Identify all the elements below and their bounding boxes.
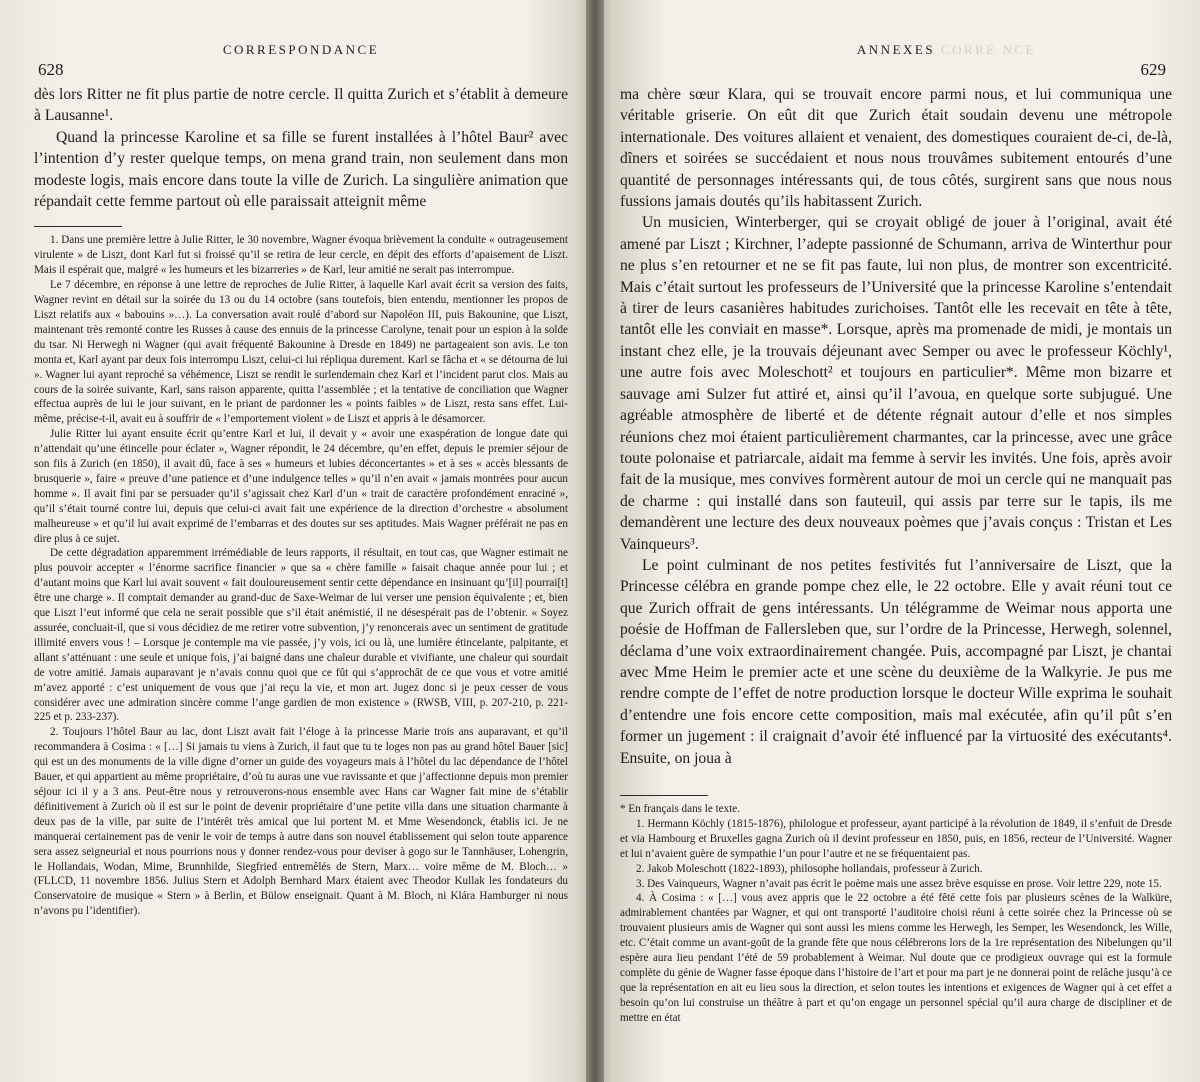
footnote: * En français dans le texte. xyxy=(620,803,741,815)
footnote: 1. Dans une première lettre à Julie Ritter, le 30 novembre, Wagner évoqua brièvement la conduite « outrageusement virulente » de Liszt, dont Karl fut si froissé qu’il se retira de leur cercle, en dépit des efforts d’apaisement de Liszt. Mais il espérait que, malgré « les humeurs et les bizarreries » de Karl, leur amitié ne serait pas interrompue. xyxy=(34,234,568,277)
running-head-title: CORRESPONDANCE xyxy=(222,42,380,57)
footnote: Julie Ritter lui ayant ensuite écrit qu’entre Karl et lui, il devait y « avoir une exaspération de longue date qui n’attendait qu’une étincelle pour éclater », Wagner répondit, le 24 décembre, qu’en effet, depuis le premier séjour de son fils à Zurich (en 1850), il avait dû, face à ses « humeurs et lubies déconcertantes » et à ses « accès blessants de brusquerie », faire « preuve d’une patience et d’une indulgence telles » qu’il n’en avait « jamais montrées pour aucun homme ». Il avait fini par se persuader qu’il s’agissait chez Karl d’un « trait de caractère profondément enraciné », qu’il s’était tourné contre lui, depuis que celui-ci avait fait une expérience de la direction d’orchestre « absolument malheureuse » et qu’il lui avait exprimé de l’embarras et des doutes sur ses aptitudes. Mais Wagner préférait ne pas en dire plus à ce sujet. xyxy=(34,428,568,545)
paragraph: dès lors Ritter ne fit plus partie de notre cercle. Il quitta Zurich et s’établit à demeure à Lausanne¹. xyxy=(34,86,568,125)
main-text xyxy=(34,84,568,212)
footnotes xyxy=(620,802,1172,1026)
paragraph: Quand la princesse Karoline et sa fille se furent installées à l’hôtel Baur² avec l’intention d’y rester quelque temps, on mena grand train, non seulement dans mon modeste logis, mais encore dans toute la ville de Zurich. La singulière animation que répandait cette femme partout où elle paraissait atteignit même xyxy=(34,128,568,211)
footnote: De cette dégradation apparemment irrémédiable de leurs rapports, il résultait, en tout cas, que Wagner estimait ne plus pouvoir accepter « l’énorme sacrifice financier » que sa « chère famille » faisait chaque année pour lui ; et d’autant moins que Karl lui avait souvent « fait douloureusement sentir cette dépendance en insinuant qu’[il] pourrai[t] être une charge ». Il comptait demander au grand-duc de Saxe-Weimar de lui verser une pension équivalente ; et, bien que Liszt l’eut informé que cela ne serait possible que s’il était anémistié, il ne désespérait pas de l’obtenir. « Soyez assurée, concluait-il, que si vous décidiez de me retirer votre subvention, j’y renoncerais avec un sentiment de gratitude illimité envers vous ! – Lorsque je contemple ma vie passée, j’y vois, ici ou là, une lumière étincelante, palpitante, et allant s’atténuant : une seule et unique fois, j’ai baigné dans une chaleur durable et vivifiante, une chaleur qui sourdait de votre amitié. Jamais auparavant je n’avais connu quoi que ce fût qui s’approchât de ce que vous et votre amitié m’avez apporté : c’est uniquement de vous que j’ai reçu la vie, et mon art. Jugez donc si je peux cesser de vous considérer avec une admiration sincère comme l’ange gardien de mon existence » (RWSB, VIII, p. 207-210, p. 221-225 et p. 233-237). xyxy=(34,547,568,724)
footnote-rule xyxy=(34,226,122,227)
footnote: 3. Des Vainqueurs, Wagner n’avait pas écrit le poème mais une assez brève esquisse en prose. Voir lettre 229, note 15. xyxy=(636,877,1162,890)
footnote: Le 7 décembre, en réponse à une lettre de reproches de Julie Ritter, à laquelle Karl avait écrit sa version des faits, Wagner revint en détail sur la soirée du 13 ou du 14 octobre (sans toutefois, bien entendu, mentionner les propos de Liszt relatifs aux « babouins »…). La conversation avait roulé d’abord sur Napoléon III, puis Bakounine, que Liszt, maintenant très remonté contre les Russes à cause des ennuis de la princesse Carolyne, tenait pour un espion à la solde du tsar. Ni Herwegh ni Wagner (qui avait fréquenté Bakounine à Dresde en 1849) ne partageaient son avis. Le ton monta et, Karl ayant par deux fois interrompu Liszt, celui-ci lui répliqua durement. Karl se fâcha et « se détourna de lui ». Wagner lui ayant reproché sa véhémence, Liszt se rendit le surlendemain chez Karl et l’incident parut clos. Mais au cours de la soirée suivante, Karl, sans raison apparente, quitta l’assemblée ; et la tentative de conciliation que Wagner effectua auprès de lui le jour suivant, en le priant de pardonner les « points faibles » de Liszt, resta sans effet. Lui-même, précise-t-il, avait eu à souffrir de « l’emportement violent » de Liszt et appris à le désamorcer. xyxy=(34,279,568,426)
footnote: 4. À Cosima : « […] vous avez appris que le 22 octobre a été fêté cette fois par plusieurs scènes de la Walküre, admirablement chantées par Wagner, et qui ont transporté l’auditoire choisi réuni à cette soirée chez la Princesse où se trouvaient plusieurs amis de Wagner qui sont aussi les miens comme les Herwegh, les Semper, les Wesendonck, les Wille, etc. C’était comme un avant-goût de la grande fête que nous célébrerons lors de la 1re représentation des Nibelungen qu’il espère aura lieu pendant l’été de 59 probablement à Weimar. Nul doute que ce prodigieux ouvrage qui est la formule complète du génie de Wagner fasse époque dans l’histoire de l’art et pour ma part je ne donnerai point de relâche jusqu’à ce que la représentation en ait eu lieu sous la direction, et selon toutes les intentions et exigences de Wagner qui à cet effet a besoin qu’on lui construise un théâtre à part et qu’on engage un personnel spécial qu’il aura charge de discipliner et de mettre en état xyxy=(620,892,1172,1024)
show-through-text: CORRE NCE xyxy=(940,42,1036,57)
book-gutter xyxy=(586,0,604,1082)
footnote: 2. Jakob Moleschott (1822-1893), philosophe hollandais, professeur à Zurich. xyxy=(636,862,983,875)
paragraph: Un musicien, Winterberger, qui se croyait obligé de jouer à l’original, avait été amené par Liszt ; Kirchner, l’adepte passionné de Schumann, arriva de Winterthur pour ne plus s’en retourner et ne se fit pas faute, lui non plus, de montrer son excentricité. Mais c’était surtout les professeurs de l’Université que la princesse Karoline s’entendait à tirer de leurs casanières habitudes zurichoises. Tantôt elle les recevait en tête à tête, tantôt elle les conviait en masse*. Lorsque, après ma promenade de midi, je montais un instant chez elle, je la trouvais déjeunant avec Semper ou avec le professeur Köchly¹, une autre fois avec Moleschott² et toujours en particulier*. Même mon bizarre et sauvage ami Sulzer fut attiré et, ainsi qu’il l’avoua, en quelque sorte subjugué. Une agréable atmosphère de liberté et de détente régnait autour d’elle et nos simples réunions chez moi étaient particulièrement charmantes, car la princesse, avec une grâce toute polonaise et patriarcale, aidait ma femme à servir les invités. Une fois, après avoir fait de la musique, mes convives formèrent autour de moi un cercle qui ne manquait pas de charme : qui installé dans son fauteuil, qui assis par terre sur le tapis, ils me demandèrent une lecture des deux nouveaux poèmes que j’avais conçus : Tristan et Les Vainqueurs³. xyxy=(620,214,1172,553)
footnotes xyxy=(34,233,568,919)
paragraph: Le point culminant de nos petites festivités fut l’anniversaire de Liszt, que la Princesse célébra en grande pompe chez elle, le 22 octobre. Elle y avait réuni tout ce que Zurich offrait de gens intéressants. Un télégramme de Weimar nous apporta une poésie de Hoffman de Fallersleben que, sur l’ordre de la Princesse, Herwegh, solennel, déclama d’une voix extraordinairement changée. Puis, accompagné par Liszt, je chantai avec Mme Heim le premier acte et une scène du deuxième de la Walkyrie. Je pus me rendre compte de l’effet de notre production lorsque le docteur Wille exprima le souhait d’entendre une fois encore cette composition, mais mal exécutée, afin qu’il pût s’en former un jugement : il craignait d’avoir été influencé par la virtuosité des exécutants⁴. Ensuite, on joua à xyxy=(620,556,1172,767)
page-number: 628 xyxy=(38,60,64,79)
page-number: 629 xyxy=(1140,60,1166,79)
right-page xyxy=(594,0,1200,1082)
main-text xyxy=(620,84,1172,769)
left-running-head xyxy=(34,38,568,84)
right-running-head xyxy=(620,38,1172,84)
footnote: 2. Toujours l’hôtel Baur au lac, dont Liszt avait fait l’éloge à la princesse Marie trois ans auparavant, et qu’il recommandera à Cosima : « […] Si jamais tu viens à Zurich, il faut que tu te loges non pas au grand hôtel Bauer [sic] qui est un des monuments de la ville digne d’orner un guide des voyageurs mais à l’hôtel du lac dépendance de l’hôtel Bauer, et qui appartient au même propriétaire, d’où tu auras une vue ravissante et que j’affectionne depuis mon premier séjour ici il y a 3 ans. Peut-être nous y retrouverons-nous ensemble avec Hans car Wagner fait mine de s’établir définitivement à Zurich où il est sur le point de devenir propriétaire d’une petite villa dans une situation charmante à deux pas de la ville, par suite de l’intérêt très amical que lui portent M. et Mme Wesendonck, établis ici. Je ne manquerai certainement pas de venir le voir de temps à autre dans son nouvel établissement qui selon toute apparence sera assez seigneurial et nous pourrions nous y donner rendez-vous pour deviser à gogo sur le Tannhäuser, Lohengrin, le Hollandais, Wodan, Mime, Brunnhilde, Siegfried entremêlés de Stern, Marx… voire même de M. Bloch… » (FLLCD, 11 novembre 1856. Julius Stern et Adolph Bernhard Marx étaient avec Theodor Kullak les fondateurs du Conservatoire de musique « Stern » à Berlin, et Bülow enseignait. Quant à M. Bloch, ni Klára Hamburger ni nous n’avons pu l’identifier). xyxy=(34,726,568,918)
footnote-rule xyxy=(620,795,708,796)
paragraph: ma chère sœur Klara, qui se trouvait encore parmi nous, et lui communiqua une véritable griserie. On eût dit que Zurich était soudain devenu une métropole internationale. Des voitures allaient et venaient, des domestiques couraient de-ci, de-là, dîners et soirées se succédaient et nous nous trouvâmes subitement entourés d’une quantité de personnages intéressants qui, de tous côtés, surgirent sans que nous nous fussions jamais doutés qu’ils habitassent Zurich. xyxy=(620,86,1172,211)
left-page xyxy=(0,0,594,1082)
footnote: 1. Hermann Köchly (1815-1876), philologue et professeur, ayant participé à la révolution de 1849, il s’enfuit de Dresde et via Hambourg et Bruxelles gagna Zurich où il devint professeur en 1850, puis, en 1856, recteur de l’Université. Wagner et lui n’avaient guère de sympathie l’un pour l’autre et ne se fréquentaient pas. xyxy=(620,817,1172,860)
running-head-title: ANNEXES xyxy=(856,42,936,57)
